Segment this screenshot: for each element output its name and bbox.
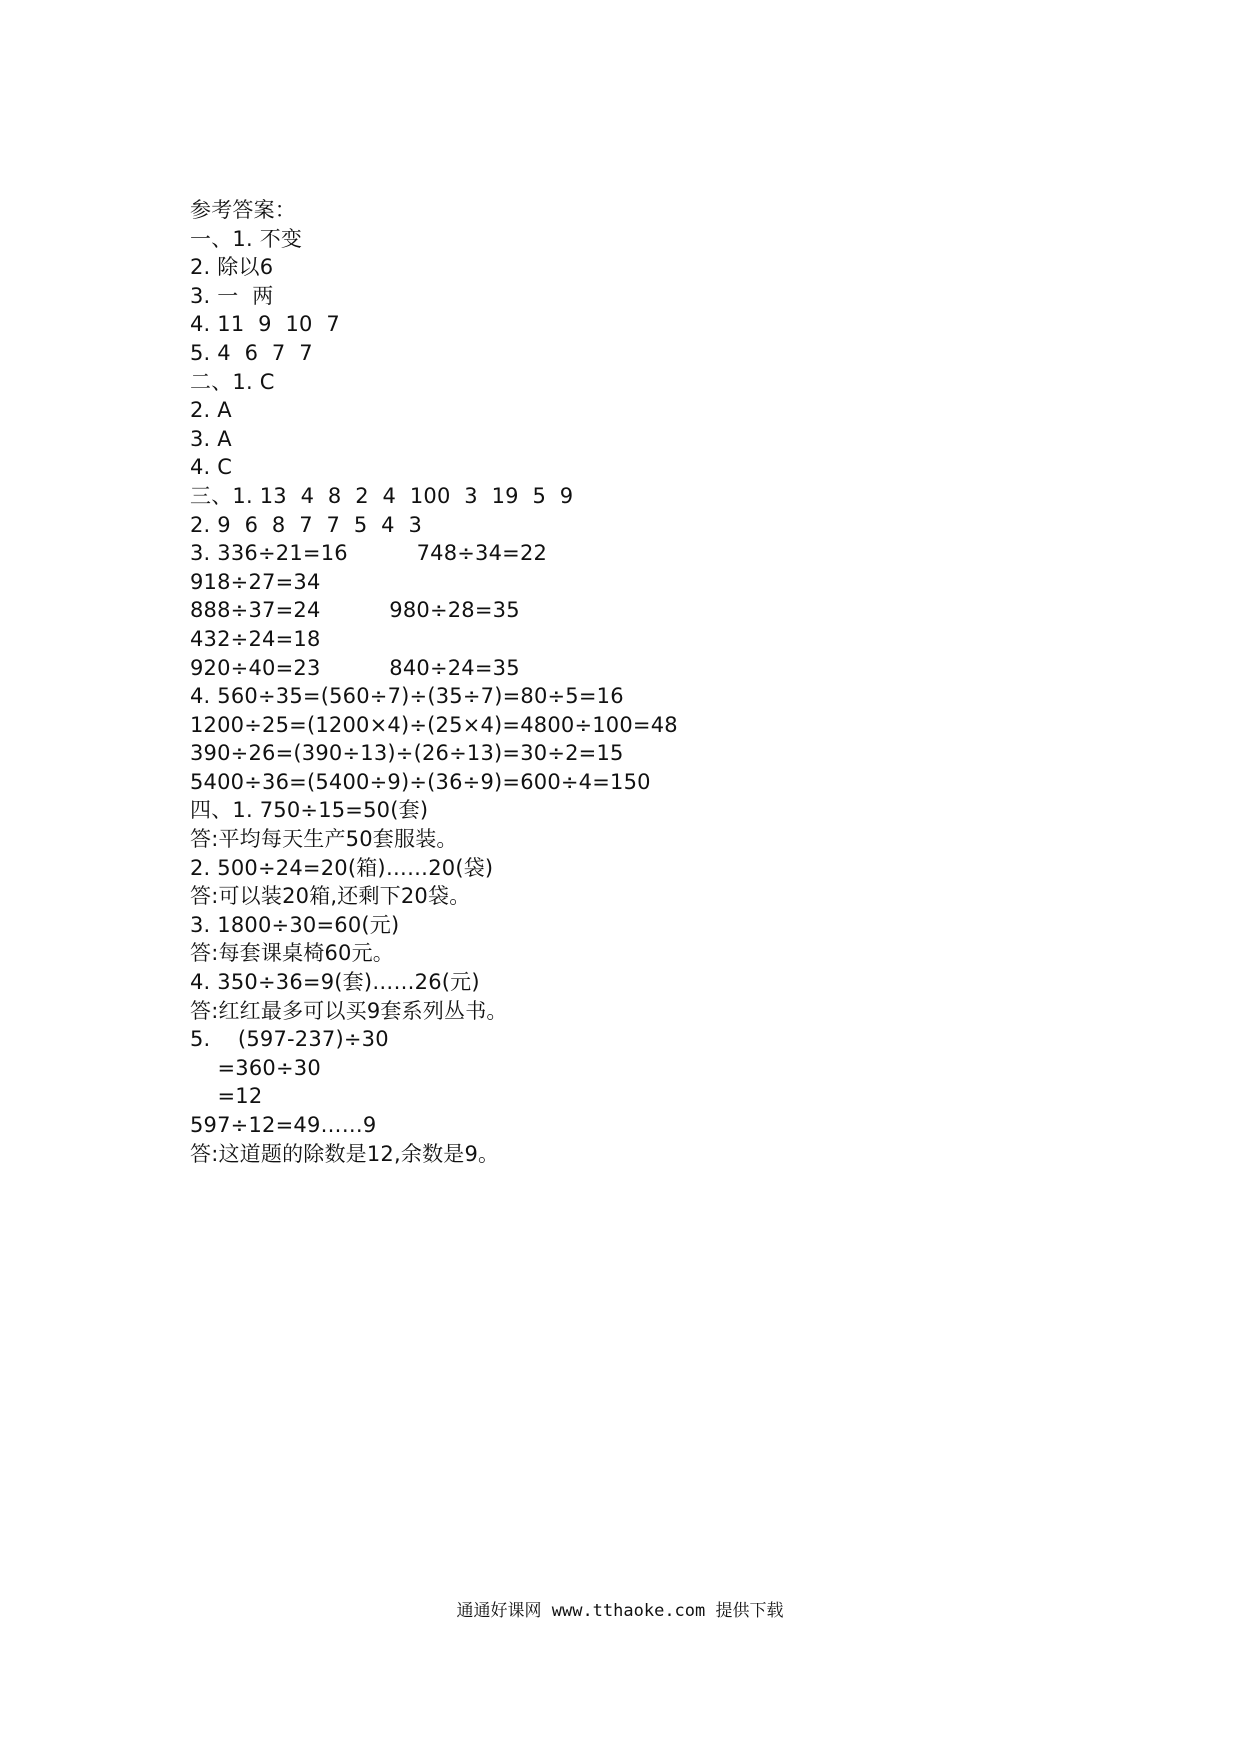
answer-line: 4. 350÷36=9(套)……26(元) bbox=[190, 970, 480, 995]
answer-line: 5400÷36=(5400÷9)÷(36÷9)=600÷4=150 bbox=[190, 769, 651, 794]
answer-line: =360÷30 bbox=[190, 1055, 321, 1080]
answer-line: 2. A bbox=[190, 398, 232, 423]
answer-line: =12 bbox=[190, 1084, 263, 1109]
page-footer: 通通好课网 www.tthaoke.com 提供下载 bbox=[456, 1601, 784, 1621]
answer-heading: 参考答案： bbox=[190, 198, 296, 222]
answer-line: 1200÷25=(1200×4)÷(25×4)=4800÷100=48 bbox=[190, 712, 678, 737]
answer-line: 3. 一 两 bbox=[190, 283, 274, 308]
answer-line: 918÷27=34 bbox=[190, 569, 321, 594]
answer-line: 4. 560÷35=(560÷7)÷(35÷7)=80÷5=16 bbox=[190, 684, 624, 709]
answer-line: 4. 11 9 10 7 bbox=[190, 312, 340, 337]
answer-line: 答:每套课桌椅60元。 bbox=[190, 941, 394, 966]
answer-line: 920÷40=23 840÷24=35 bbox=[190, 655, 520, 680]
answer-line: 888÷37=24 980÷28=35 bbox=[190, 598, 520, 623]
answer-line: 3. 336÷21=16 748÷34=22 bbox=[190, 541, 548, 566]
answer-line: 5. 4 6 7 7 bbox=[190, 340, 313, 365]
answer-line: 4. C bbox=[190, 455, 233, 480]
answer-line: 答:可以装20箱,还剩下20袋。 bbox=[190, 884, 471, 909]
answer-line: 432÷24=18 bbox=[190, 626, 321, 651]
answer-line: 3. A bbox=[190, 426, 232, 451]
answer-key bbox=[190, 196, 1050, 1168]
answer-line: 3. 1800÷30=60(元) bbox=[190, 912, 400, 937]
answer-line: 二、1. C bbox=[190, 369, 275, 394]
answer-line: 四、1. 750÷15=50(套) bbox=[190, 798, 429, 823]
answer-line: 答:红红最多可以买9套系列丛书。 bbox=[190, 998, 508, 1023]
answer-line: 2. 9 6 8 7 7 5 4 3 bbox=[190, 512, 423, 537]
answer-line: 答:这道题的除数是12,余数是9。 bbox=[190, 1141, 500, 1166]
answer-line: 597÷12=49……9 bbox=[190, 1113, 377, 1137]
answer-line: 2. 500÷24=20(箱)……20(袋) bbox=[190, 855, 494, 880]
answer-line: 答:平均每天生产50套服装。 bbox=[190, 827, 458, 852]
answer-line: 三、1. 13 4 8 2 4 100 3 19 5 9 bbox=[190, 483, 574, 508]
answer-line: 一、1. 不变 bbox=[190, 226, 303, 251]
answer-line: 2. 除以6 bbox=[190, 255, 274, 280]
answer-line: 390÷26=(390÷13)÷(26÷13)=30÷2=15 bbox=[190, 741, 624, 766]
answer-line: 5. (597-237)÷30 bbox=[190, 1027, 389, 1052]
